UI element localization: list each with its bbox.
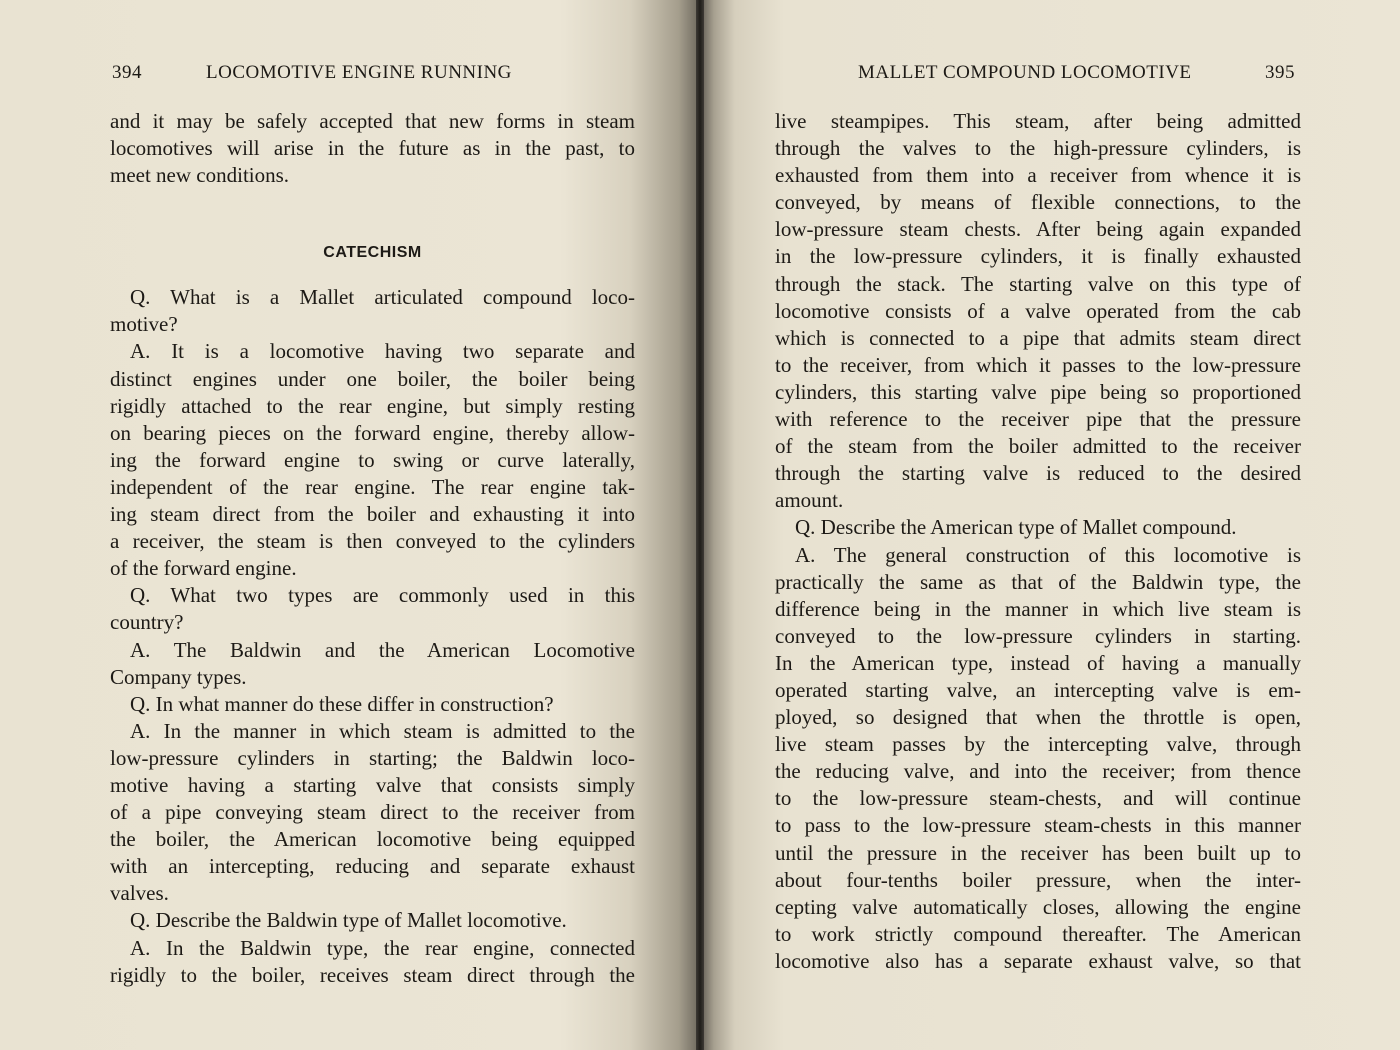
text-line: exhausted from them into a receiver from whence it is xyxy=(775,163,1301,188)
question-line: Q. What is a Mallet articulated compound loco- xyxy=(130,285,635,310)
text-line: to the low-pressure steam-chests, and will continue xyxy=(775,786,1301,811)
text-line: which is connected to a pipe that admits steam direct xyxy=(775,325,1301,350)
text-line: amount. xyxy=(775,488,844,513)
text-line: Company types. xyxy=(110,664,247,689)
text-line: motive? xyxy=(110,312,178,337)
section-gap xyxy=(110,266,635,284)
text-line: conveyed to the low-pressure cylinders in starting. xyxy=(775,623,1301,648)
section-gap xyxy=(110,189,635,239)
text-line: conveyed, by means of flexible connections, to the xyxy=(775,190,1301,215)
text-line: live steam passes by the intercepting valve, through xyxy=(775,732,1301,757)
text-line: meet new conditions. xyxy=(110,163,290,188)
question-line: Q. In what manner do these differ in construction? xyxy=(130,691,554,716)
text-line: of a pipe conveying steam direct to the receiver from xyxy=(110,800,635,825)
text-line: In the American type, instead of having a manually xyxy=(775,650,1301,675)
question-line: Q. Describe the Baldwin type of Mallet locomotive. xyxy=(130,908,567,933)
right-page-text xyxy=(775,108,1301,975)
question-line: Q. What two types are commonly used in this xyxy=(130,583,635,608)
text-line: low-pressure cylinders in starting; the Baldwin loco- xyxy=(110,745,635,770)
answer-line: A. The Baldwin and the American Locomotive xyxy=(130,637,635,662)
text-line: locomotive consists of a valve operated from the cab xyxy=(775,298,1301,323)
text-line: operated starting valve, an intercepting valve is em- xyxy=(775,677,1301,702)
text-line: to work strictly compound thereafter. The American xyxy=(775,921,1301,946)
text-line: valves. xyxy=(110,881,169,906)
text-line: with an intercepting, reducing and separate exhaust xyxy=(110,854,635,879)
text-line: locomotive also has a separate exhaust valve, so that xyxy=(775,948,1301,973)
text-line: through the stack. The starting valve on this type of xyxy=(775,271,1301,296)
text-line: ployed, so designed that when the throttle is open, xyxy=(775,705,1301,730)
text-line: to the receiver, from which it passes to the low-pressure xyxy=(775,352,1301,377)
answer-line: A. In the manner in which steam is admitted to the xyxy=(130,718,635,743)
text-line: distinct engines under one boiler, the boiler being xyxy=(110,366,635,391)
answer-line: A. The general construction of this locomotive is xyxy=(795,542,1301,567)
text-line: live steampipes. This steam, after being admitted xyxy=(775,109,1301,133)
text-line: a receiver, the steam is then conveyed to the cylinders xyxy=(110,529,635,554)
left-page-number: 394 xyxy=(112,62,142,83)
text-line: the boiler, the American locomotive being equipped xyxy=(110,827,635,852)
text-line: difference being in the manner in which live steam is xyxy=(775,596,1301,621)
text-line: low-pressure steam chests. After being again expanded xyxy=(775,217,1301,242)
right-running-head: MALLET COMPOUND LOCOMOTIVE xyxy=(858,62,1192,83)
question-line: Q. Describe the American type of Mallet compound. xyxy=(795,515,1237,540)
text-line: until the pressure in the receiver has been built up to xyxy=(775,840,1301,865)
text-line: of the forward engine. xyxy=(110,556,297,581)
text-line: locomotives will arise in the future as in the past, to xyxy=(110,136,635,161)
text-line: rigidly to the boiler, receives steam direct through the xyxy=(110,962,635,987)
text-line: of the steam from the boiler admitted to the receiver xyxy=(775,434,1301,459)
catechism-heading: CATECHISM xyxy=(323,244,422,262)
text-line: independent of the rear engine. The rear engine tak- xyxy=(110,474,635,499)
text-line: cepting valve automatically closes, allowing the engine xyxy=(775,894,1301,919)
text-line: on bearing pieces on the forward engine, thereby allow- xyxy=(110,420,635,445)
left-running-head: LOCOMOTIVE ENGINE RUNNING xyxy=(206,62,512,83)
text-line: practically the same as that of the Baldwin type, the xyxy=(775,569,1301,594)
text-line: through the valves to the high-pressure cylinders, is xyxy=(775,136,1301,161)
text-line: ing steam direct from the boiler and exhausting it into xyxy=(110,502,635,527)
text-line: to pass to the low-pressure steam-chests in this manner xyxy=(775,813,1301,838)
text-line: rigidly attached to the rear engine, but simply resting xyxy=(110,393,635,418)
text-line: the reducing valve, and into the receiver; from thence xyxy=(775,759,1301,784)
left-page-text xyxy=(110,108,635,989)
text-line: and it may be safely accepted that new forms in steam xyxy=(110,109,635,133)
text-line: about four-tenths boiler pressure, when the inter- xyxy=(775,867,1301,892)
text-line: cylinders, this starting valve pipe being so proportioned xyxy=(775,379,1301,404)
text-line: ing the forward engine to swing or curve laterally, xyxy=(110,447,635,472)
right-page-number: 395 xyxy=(1265,62,1295,83)
text-line: country? xyxy=(110,610,184,635)
text-line: with reference to the receiver pipe that the pressure xyxy=(775,407,1301,432)
text-line: through the starting valve is reduced to the desired xyxy=(775,461,1301,486)
answer-line: A. In the Baldwin type, the rear engine, connected xyxy=(130,935,635,960)
text-line: in the low-pressure cylinders, it is finally exhausted xyxy=(775,244,1301,269)
text-line: motive having a starting valve that consists simply xyxy=(110,772,635,797)
book-gutter xyxy=(696,0,704,1050)
right-page xyxy=(700,0,1400,1050)
answer-line: A. It is a locomotive having two separate and xyxy=(130,339,635,364)
